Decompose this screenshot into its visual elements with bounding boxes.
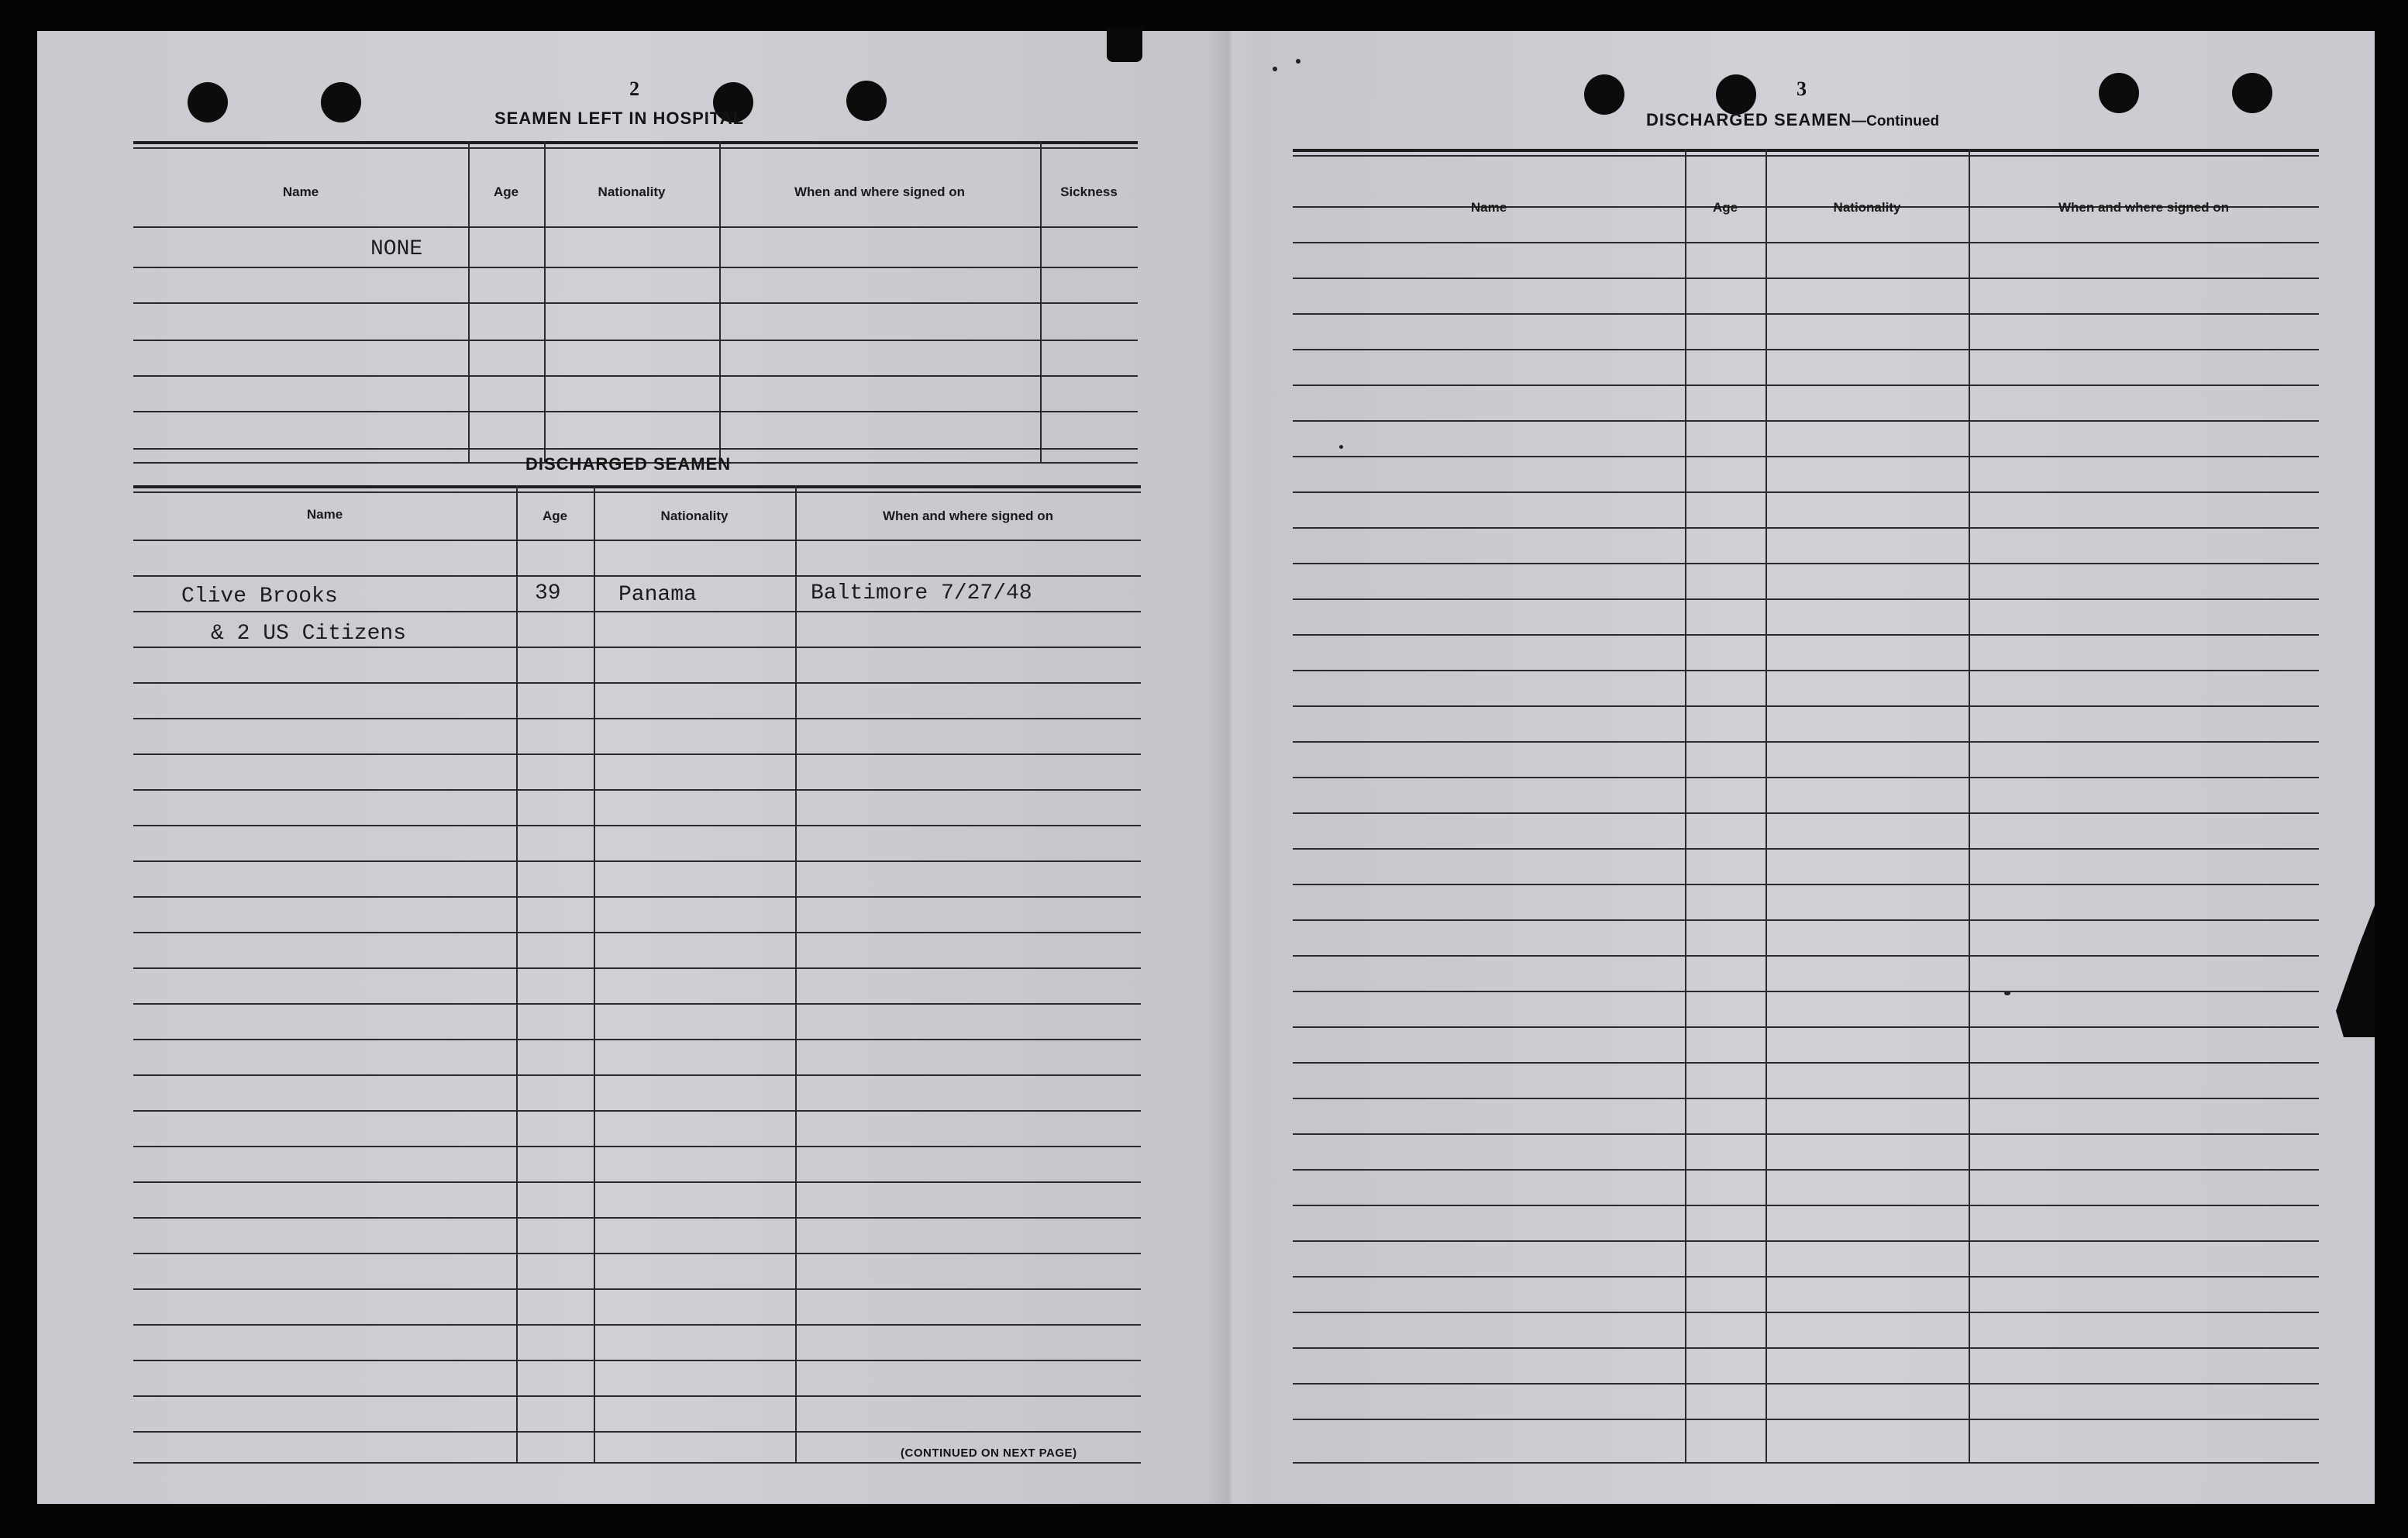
right-col-nationality: Nationality	[1833, 200, 1901, 215]
punch-hole	[1716, 74, 1756, 115]
punch-hole	[2232, 73, 2272, 113]
right-col-name: Name	[1470, 200, 1507, 215]
speck	[1296, 59, 1300, 64]
discharged-col-name: Name	[306, 507, 343, 522]
speck	[1273, 67, 1277, 71]
discharged-table-right	[1293, 149, 2319, 1468]
row-1-age: 39	[535, 581, 561, 605]
hospital-entry-none: NONE	[370, 237, 423, 261]
page-number-right: 3	[1797, 78, 1807, 100]
row-1-nationality: Panama	[618, 583, 697, 607]
row-2-name: & 2 US Citizens	[211, 622, 407, 646]
right-col-signed-on: When and where signed on	[2058, 200, 2230, 215]
center-fold	[1206, 31, 1256, 1504]
discharged-continued-main: DISCHARGED SEAMEN	[1646, 110, 1852, 129]
paper-sheet	[37, 31, 2375, 1504]
hospital-col-name: Name	[282, 184, 319, 199]
hospital-section-title: SEAMEN LEFT IN HOSPITAL	[494, 109, 745, 128]
discharged-continued-suffix: —Continued	[1852, 113, 1940, 129]
hospital-col-sickness: Sickness	[1060, 184, 1118, 199]
discharged-table-left	[133, 485, 1141, 1470]
discharged-col-age: Age	[542, 509, 568, 523]
punch-hole	[321, 82, 361, 122]
row-1-name: Clive Brooks	[181, 585, 338, 609]
punch-hole	[1584, 74, 1624, 115]
discharged-col-nationality: Nationality	[660, 509, 729, 523]
hospital-col-age: Age	[493, 184, 519, 199]
hospital-col-nationality: Nationality	[598, 184, 666, 199]
punch-hole	[188, 82, 228, 122]
right-col-age: Age	[1712, 200, 1738, 215]
discharged-col-signed-on: When and where signed on	[882, 509, 1054, 523]
edge-tear	[2336, 905, 2375, 1037]
punch-hole	[846, 81, 887, 121]
hospital-col-signed-on: When and where signed on	[794, 184, 966, 199]
discharged-continued-title	[1646, 110, 1939, 130]
punch-hole	[2099, 73, 2139, 113]
hospital-table	[133, 141, 1138, 468]
continued-footer: (CONTINUED ON NEXT PAGE)	[901, 1447, 1077, 1460]
page-number-left: 2	[629, 78, 639, 100]
edge-tear	[1107, 28, 1142, 62]
row-1-signed-on: Baltimore 7/27/48	[811, 581, 1032, 605]
discharged-section-title: DISCHARGED SEAMEN	[525, 454, 732, 474]
